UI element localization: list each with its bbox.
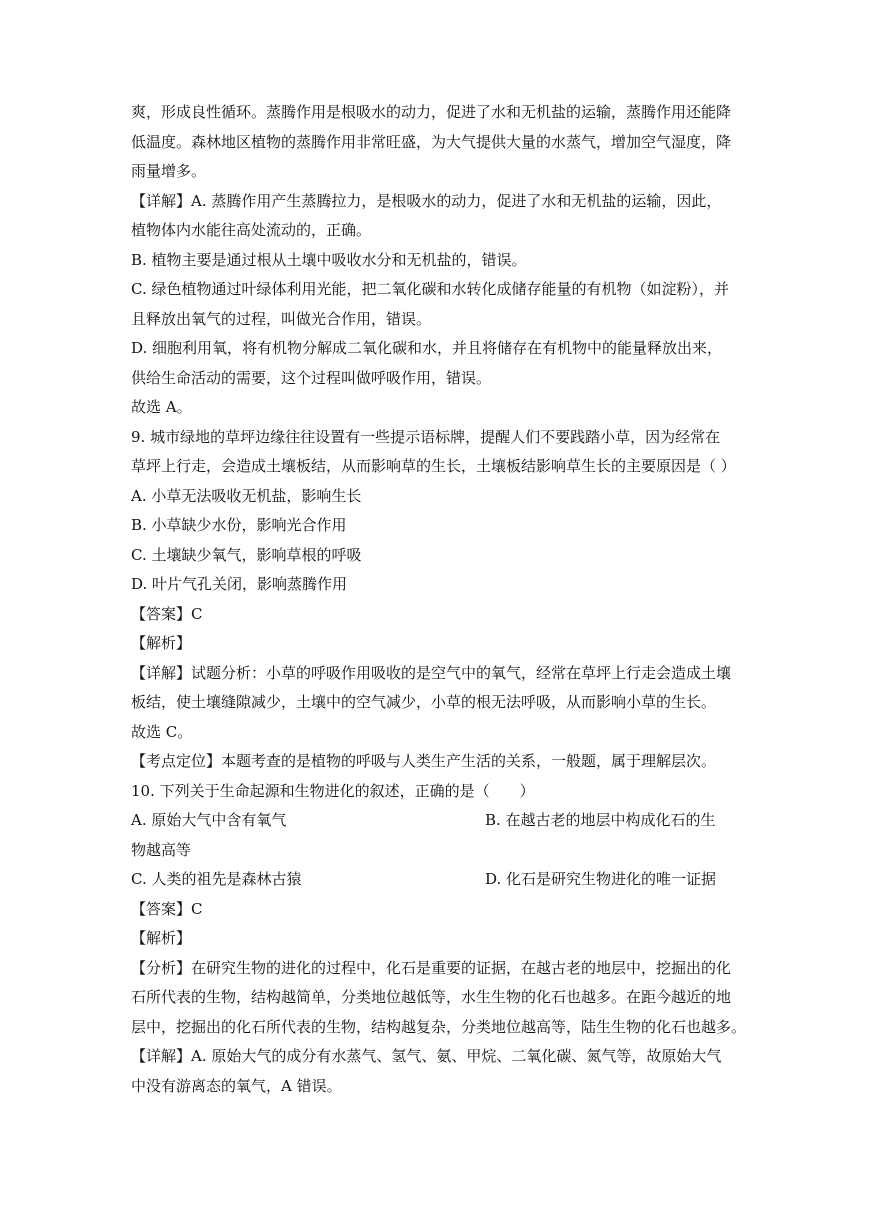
- text-line: 故选 C。: [131, 722, 193, 741]
- text-line: 且释放出氧气的过程，叫做光合作用，错误。: [131, 309, 432, 328]
- question-10-option-d: D. 化石是研究生物进化的唯一证据: [485, 870, 717, 888]
- question-10-stem: 10. 下列关于生命起源和生物进化的叙述，正确的是（ ）: [131, 781, 535, 800]
- question-10-option-c: C. 人类的祖先是森林古猿: [131, 870, 302, 888]
- question-10-option-a: A. 原始大气中含有氧气: [131, 811, 287, 829]
- analysis-label: 【解析】: [131, 929, 192, 947]
- text-line: 中没有游离态的氧气，A 错误。: [131, 1076, 342, 1095]
- text-line: 层中，挖掘出的化石所代表的生物，结构越复杂，分类地位越高等，陆生生物的化石也越多。: [131, 1017, 747, 1036]
- text-line: 【考点定位】本题考查的是植物的呼吸与人类生产生活的关系，一般题，属于理解层次。: [131, 752, 717, 770]
- text-line: 【详解】A. 原始大气的成分有水蒸气、氢气、氨、甲烷、二氧化碳、氮气等，故原始大气: [131, 1047, 722, 1065]
- question-9-option-a: A. 小草无法吸收无机盐，影响生长: [131, 486, 362, 505]
- text-line: 故选 A。: [131, 398, 192, 416]
- question-9-stem: 9. 城市绿地的草坪边缘往往设置有一些提示语标牌，提醒人们不要践踏小草，因为经常在: [131, 427, 721, 446]
- answer-label: 【答案】C: [131, 604, 203, 623]
- question-10-options-row: [131, 865, 751, 895]
- text-line: 雨量增多。: [131, 162, 207, 180]
- question-10-options-row: [131, 806, 751, 836]
- document-body: [131, 98, 751, 1101]
- text-line: B. 植物主要是通过根从土壤中吸收水分和无机盐的，错误。: [131, 250, 527, 269]
- text-line: D. 细胞利用氧，将有机物分解成二氧化碳和水，并且将储存在有机物中的能量释放出来，: [131, 339, 723, 357]
- question-10-option-b: B. 在越古老的地层中构成化石的生: [485, 811, 716, 829]
- text-line: 【分析】在研究生物的进化的过程中，化石是重要的证据，在越古老的地层中，挖掘出的化: [131, 958, 732, 977]
- question-9-option-c: C. 土壤缺少氧气，影响草根的呼吸: [131, 545, 362, 564]
- question-9-option-b: B. 小草缺少水份，影响光合作用: [131, 516, 347, 534]
- text-line: 【详解】A. 蒸腾作用产生蒸腾拉力，是根吸水的动力，促进了水和无机盐的运输，因此，: [131, 191, 722, 210]
- question-10-option-b-continued: 物越高等: [131, 840, 192, 859]
- question-9-option-d: D. 叶片气孔关闭，影响蒸腾作用: [131, 575, 348, 593]
- text-line: 爽，形成良性循环。蒸腾作用是根吸水的动力，促进了水和无机盐的运输，蒸腾作用还能降: [131, 103, 732, 121]
- text-line: 【详解】试题分析：小草的呼吸作用吸收的是空气中的氧气，经常在草坪上行走会造成土壤: [131, 663, 732, 682]
- text-line: 石所代表的生物，结构越简单，分类地位越低等，水生生物的化石也越多。在距今越近的地: [131, 988, 732, 1006]
- text-line: C. 绿色植物通过叶绿体利用光能，把二氧化碳和水转化成储存能量的有机物（如淀粉），并: [131, 280, 729, 298]
- answer-label: 【答案】C: [131, 899, 203, 918]
- text-line: 低温度。森林地区植物的蒸腾作用非常旺盛，为大气提供大量的水蒸气，增加空气湿度，降: [131, 132, 732, 151]
- analysis-label: 【解析】: [131, 634, 192, 652]
- text-line: 板结，使土壤缝隙减少，土壤中的空气减少，小草的根无法呼吸，从而影响小草的生长。: [131, 693, 717, 711]
- text-line: 供给生命活动的需要，这个过程叫做呼吸作用，错误。: [131, 368, 492, 387]
- text-line: 植物体内水能往高处流动的，正确。: [131, 221, 372, 239]
- question-9-stem: 草坪上行走，会造成土壤板结，从而影响草的生长，土壤板结影响草生长的主要原因是（ ）: [131, 457, 736, 475]
